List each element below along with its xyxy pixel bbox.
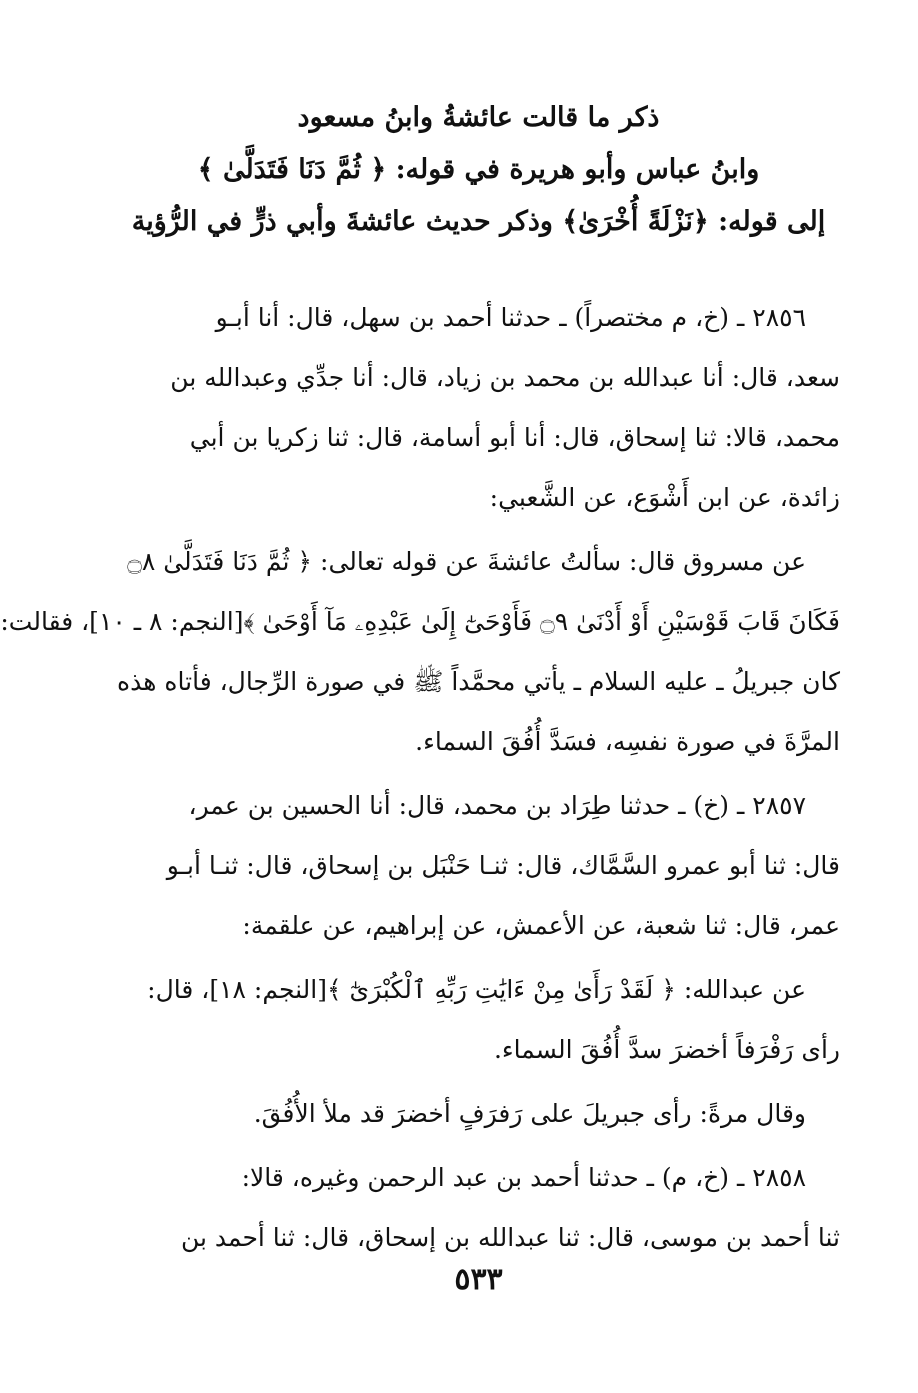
text-line: رأى رَفْرَفاً أخضرَ سدَّ أُفُقَ السماء. <box>493 1035 840 1064</box>
text-line: محمد، قالا: ثنا إسحاق، قال: أنا أبو أسامة، قال: ثنا زكريا بن أبي <box>189 423 840 452</box>
text-line: قال: ثنا أبو عمرو السَّمَّاك، قال: ثنـا حَنْبَل بن إسحاق، قال: ثنـا أبـو <box>166 851 840 880</box>
heading-line: وابنُ عباس وأبو هريرة في قوله: ﴿ ثُمَّ دَنَا فَتَدَلَّىٰ ﴾ <box>197 154 760 185</box>
page-content <box>0 92 840 1272</box>
hadith-2857-chain <box>117 776 840 956</box>
heading-line: ذكر ما قالت عائشةُ وابنُ مسعود <box>297 102 660 133</box>
hadith-2857-variant <box>117 1084 840 1144</box>
hadith-2856-text <box>0 532 840 772</box>
chapter-heading <box>117 92 840 248</box>
text-line: عمر، قال: ثنا شعبة، عن الأعمش، عن إبراهيم، عن علقمة: <box>242 911 840 940</box>
hadith-2856-chain <box>117 288 840 528</box>
page-number: ٥٣٣ <box>454 1262 503 1297</box>
hadith-2857-text <box>117 960 840 1080</box>
text-line: ٢٨٥٦ ـ (خ، م مختصراً) ـ حدثنا أحمد بن سهل، قال: أنا أبـو <box>215 303 806 332</box>
text-line: ثنا أحمد بن موسى، قال: ثنا عبدالله بن إسحاق، قال: ثنا أحمد بن <box>180 1223 840 1252</box>
text-line: ٢٨٥٧ ـ (خ) ـ حدثنا طِرَاد بن محمد، قال: أنا الحسين بن عمر، <box>188 791 806 820</box>
text-line: عن عبدالله: ﴿ لَقَدْ رَأَىٰ مِنْ ءَايَٰتِ رَبِّهِ ٱلْكُبْرَىٰٓ ﴾[النجم: ١٨]، قال: <box>147 975 806 1004</box>
text-line: كان جبريلُ ـ عليه السلام ـ يأتي محمَّداً ﷺ في صورة الرِّجال، فأتاه هذه <box>117 667 840 696</box>
text-line: عن مسروق قال: سألتُ عائشةَ عن قوله تعالى: ﴿ ثُمَّ دَنَا فَتَدَلَّىٰ ۝٨ <box>127 547 806 576</box>
text-line: المرَّةَ في صورة نفسِه، فسَدَّ أُفُقَ السماء. <box>415 727 840 756</box>
hadith-2858-chain <box>117 1148 840 1268</box>
heading-line: إلى قوله: ﴿نَزْلَةً أُخْرَىٰ﴾ وذكر حديث عائشةَ وأبي ذرٍّ في الرُّؤية <box>131 206 826 237</box>
text-body <box>0 288 840 1268</box>
text-line: وقال مرةً: رأى جبريلَ على رَفرَفٍ أخضرَ قد ملأ الأُفُقَ. <box>253 1099 806 1128</box>
text-line: زائدة، عن ابن أَشْوَع، عن الشَّعبي: <box>489 483 840 512</box>
text-line: سعد، قال: أنا عبدالله بن محمد بن زياد، قال: أنا جدِّي وعبدالله بن <box>170 363 840 392</box>
text-line: فَكَانَ قَابَ قَوْسَيْنِ أَوْ أَدْنَىٰ ۝٩ فَأَوْحَىٰٓ إِلَىٰ عَبْدِهِۦ مَآ أَوْحَىٰ ﴾[النجم: ٨ ـ ١٠]، فقالت: <box>0 607 840 636</box>
text-line: ٢٨٥٨ ـ (خ، م) ـ حدثنا أحمد بن عبد الرحمن وغيره، قالا: <box>241 1163 806 1192</box>
